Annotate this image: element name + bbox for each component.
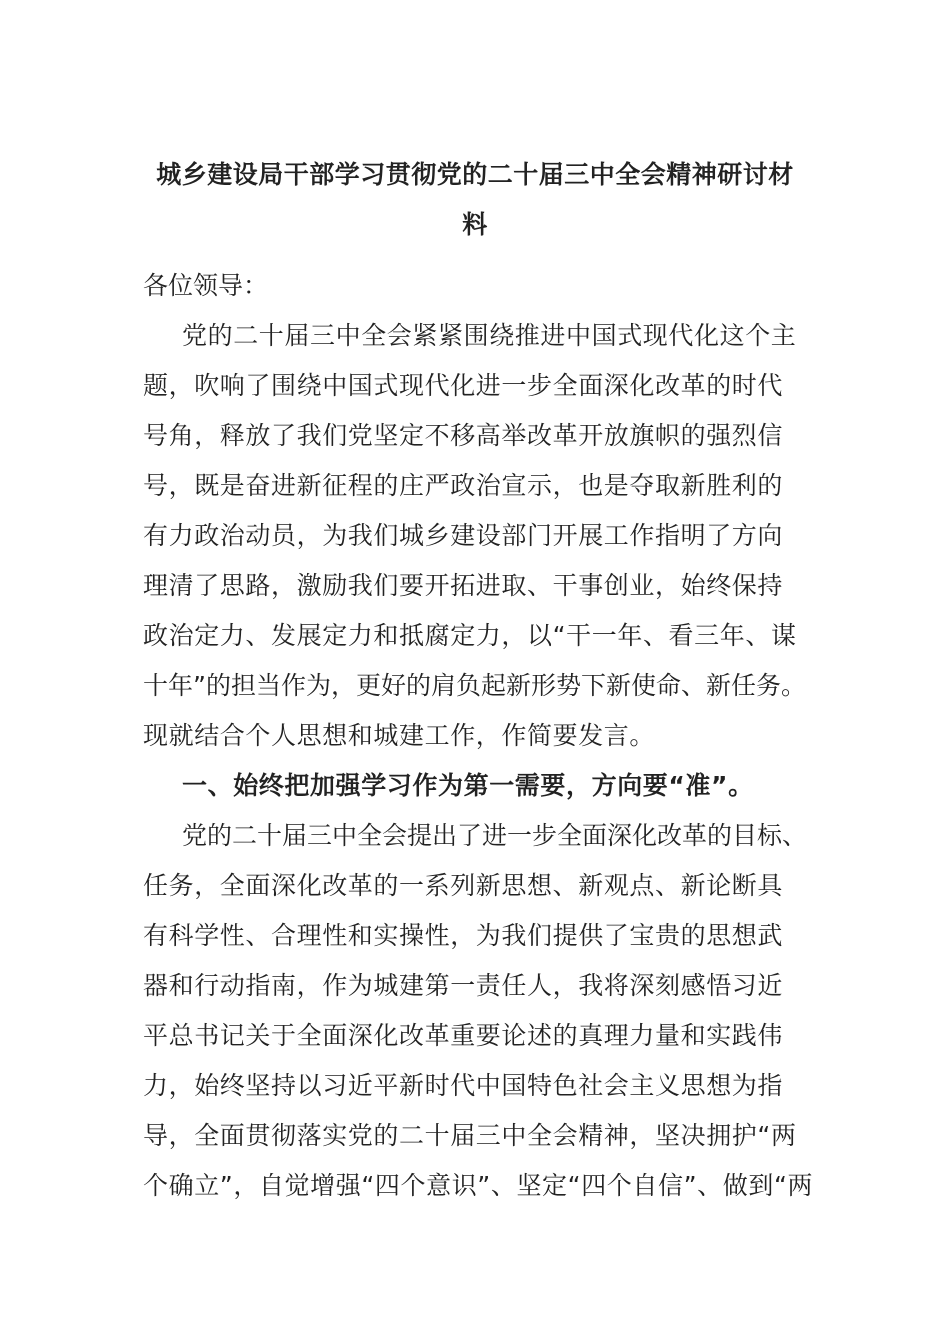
paragraph1-line: 政治定力、发展定力和抵腐定力，以“干一年、看三年、谋 xyxy=(143,621,797,650)
paragraph1-line: 题，吹响了围绕中国式现代化进一步全面深化改革的时代 xyxy=(143,371,784,400)
paragraph2-line: 导，全面贯彻落实党的二十届三中全会精神，坚决拥护“两 xyxy=(143,1121,797,1150)
paragraph2-line: 平总书记关于全面深化改革重要论述的真理力量和实践伟 xyxy=(143,1021,784,1050)
paragraph2-line: 器和行动指南，作为城建第一责任人，我将深刻感悟习近 xyxy=(143,971,784,1000)
paragraph2-line: 党的二十届三中全会提出了进一步全面深化改革的目标、 xyxy=(182,821,808,850)
title-line-2: 料 xyxy=(462,210,488,239)
paragraph1-line: 党的二十届三中全会紧紧围绕推进中国式现代化这个主 xyxy=(182,321,797,350)
paragraph1-line: 十年”的担当作为，更好的肩负起新形势下新使命、新任务。 xyxy=(143,671,806,700)
paragraph1-line: 有力政治动员，为我们城乡建设部门开展工作指明了方向 xyxy=(143,521,784,550)
paragraph1-line: 现就结合个人思想和城建工作，作简要发言。 xyxy=(143,721,656,750)
section-heading: 一、始终把加强学习作为第一需要，方向要“准”。 xyxy=(182,771,754,800)
salutation: 各位领导： xyxy=(143,271,269,300)
title-line-1: 城乡建设局干部学习贯彻党的二十届三中全会精神研讨材 xyxy=(156,160,794,189)
paragraph1-line: 号，既是奋进新征程的庄严政治宣示，也是夺取新胜利的 xyxy=(143,471,784,500)
paragraph2-line: 任务，全面深化改革的一系列新思想、新观点、新论断具 xyxy=(143,871,784,900)
paragraph1-line: 号角，释放了我们党坚定不移高举改革开放旗帜的强烈信 xyxy=(143,421,784,450)
paragraph2-line: 个确立”，自觉增强“四个意识”、坚定“四个自信”、做到“两 xyxy=(143,1171,814,1200)
paragraph2-line: 有科学性、合理性和实操性，为我们提供了宝贵的思想武 xyxy=(143,921,784,950)
document-title xyxy=(140,150,810,250)
paragraph2-line: 力，始终坚持以习近平新时代中国特色社会主义思想为指 xyxy=(143,1071,784,1100)
paragraph1-line: 理清了思路，激励我们要开拓进取、干事创业，始终保持 xyxy=(143,571,784,600)
